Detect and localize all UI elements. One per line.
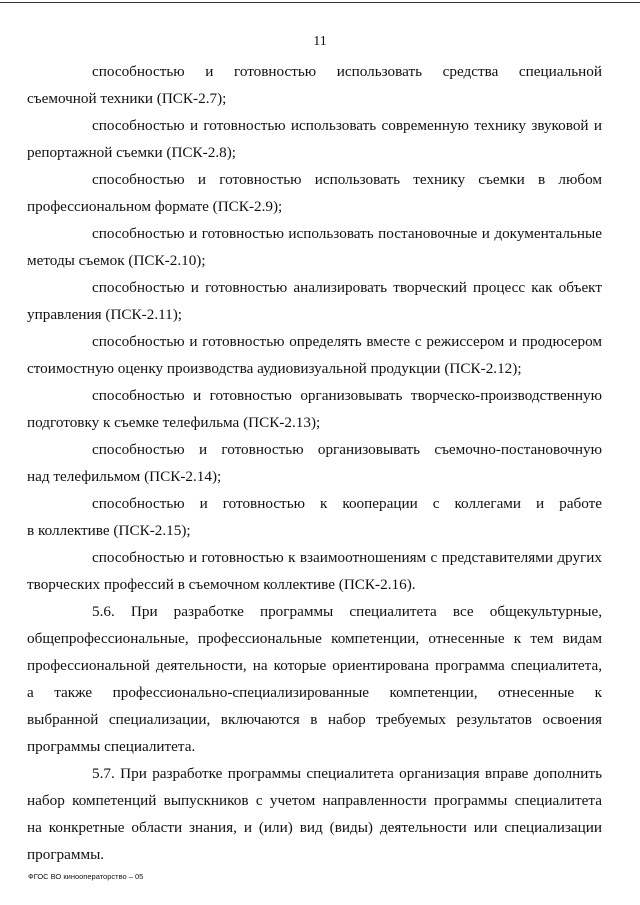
paragraph [27,220,602,274]
text-line: способностью и готовностью анализировать творческий процесс как объект [92,279,602,296]
text-line: 5.7. При разработке программы специалитета организация вправе дополнить [92,765,602,782]
paragraph [27,58,602,112]
text-line: а также профессионально-специализированные компетенции, отнесенные к [27,684,602,701]
paragraph [27,490,602,544]
text-line: профессиональной деятельности, на которые ориентирована программа специалитета, [27,657,602,674]
text-line: выбранной специализации, включаются в набор требуемых результатов освоения [27,711,602,728]
text-line: способностью и готовностью использовать постановочные и документальные [92,225,602,242]
text-line: управления (ПСК-2.11); [27,306,183,323]
text-line: программы специалитета. [27,738,196,755]
paragraph [27,544,602,598]
text-line: съемочной техники (ПСК-2.7); [27,90,227,107]
text-line: стоимостную оценку производства аудиовизуальной продукции (ПСК-2.12); [27,360,522,377]
text-line: способностью и готовностью к взаимоотношениям с представителями других [92,549,602,566]
text-line: в коллективе (ПСК-2.15); [27,522,191,539]
paragraph [27,274,602,328]
text-line: способностью и готовностью использовать технику съемки в любом [92,171,602,188]
text-line: способностью и готовностью организовывать творческо-производственную [92,387,602,404]
paragraph [27,328,602,382]
text-line: способностью и готовностью к кооперации с коллегами и работе [92,495,602,512]
text-line: общепрофессиональные, профессиональные компетенции, отнесенные к тем видам [27,630,602,647]
document-footer: ФГОС ВО кинооператорство – 05 [28,872,144,881]
paragraph [27,382,602,436]
document-body [27,58,602,868]
text-line: методы съемок (ПСК-2.10); [27,252,206,269]
text-line: на конкретные области знания, и (или) вид (виды) деятельности или специализации [27,819,602,836]
text-line: способностью и готовностью использовать современную технику звуковой и [92,117,602,134]
text-line: репортажной съемки (ПСК-2.8); [27,144,237,161]
paragraph [27,760,602,868]
text-line: над телефильмом (ПСК-2.14); [27,468,222,485]
paragraph [27,598,602,760]
paragraph [27,436,602,490]
paragraph [27,166,602,220]
text-line: подготовку к съемке телефильма (ПСК-2.13); [27,414,321,431]
paragraph [27,112,602,166]
text-line: способностью и готовностью организовывать съемочно-постановочную [92,441,602,458]
text-line: 5.6. При разработке программы специалитета все общекультурные, [92,603,602,620]
text-line: способностью и готовностью использовать средства специальной [92,63,602,80]
page-number: 11 [313,34,327,49]
text-line: творческих профессий в съемочном коллективе (ПСК-2.16). [27,576,416,593]
text-line: программы. [27,846,105,863]
text-line: профессиональном формате (ПСК-2.9); [27,198,283,215]
text-line: набор компетенций выпускников с учетом направленности программы специалитета [27,792,602,809]
top-border-line [0,2,640,3]
text-line: способностью и готовностью определять вместе с режиссером и продюсером [92,333,602,350]
